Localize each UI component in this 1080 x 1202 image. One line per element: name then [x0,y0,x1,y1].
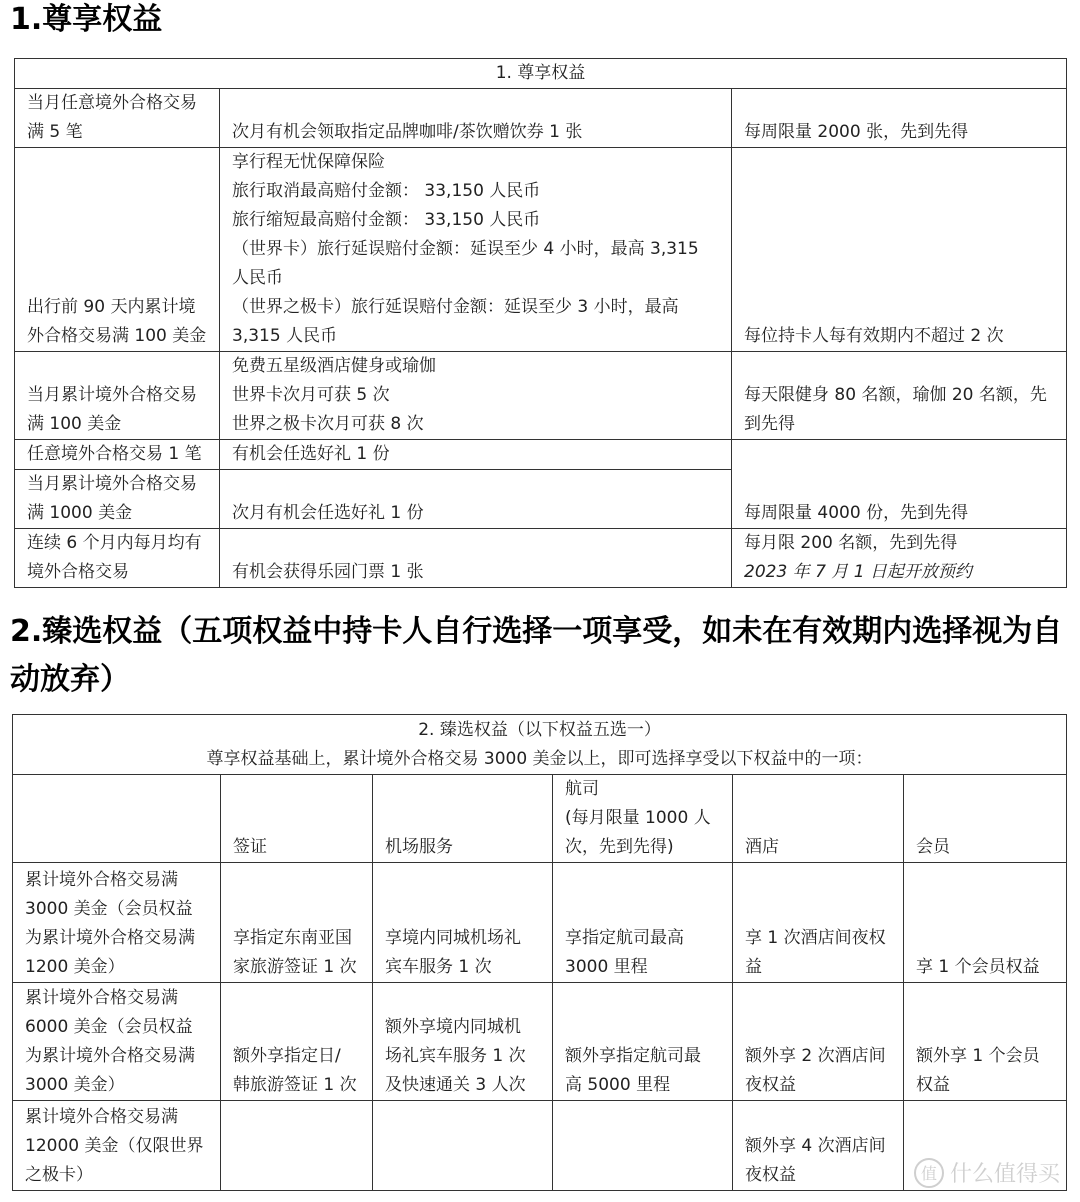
r2-condition: 出行前 90 天内累计境 外合格交易满 100 美金 [15,148,220,352]
watermark-text: 什么值得买 [949,1162,1060,1187]
tier1-hotel: 享 1 次酒店间夜权 益 [733,863,904,983]
r6-limit: 每月限 200 名额，先到先得 2023 年 7 月 1 日起开放预约 [732,529,1067,588]
table2-caption: 2. 臻选权益（以下权益五选一） 尊享权益基础上，累计境外合格交易 3000 美金以上，即可选择享受以下权益中的一项： [13,715,1067,775]
col-visa: 签证 [221,775,373,863]
header-empty [13,775,221,863]
col-airline: 航司 (每月限量 1000 人次，先到先得) [553,775,733,863]
tier2-condition: 累计境外合格交易满 6000 美金（会员权益 为累计境外合格交易满 3000 美金） [13,983,221,1101]
r4-r5-limit: 每周限量 4000 份，先到先得 [732,440,1067,529]
tier1-airport: 享境内同城机场礼 宾车服务 1 次 [373,863,553,983]
r3-limit: 每天限健身 80 名额，瑜伽 20 名额，先 到先得 [732,352,1067,440]
r1-limit: 每周限量 2000 张，先到先得 [732,89,1067,148]
r5-condition: 当月累计境外合格交易 满 1000 美金 [15,470,220,529]
tier3-condition: 累计境外合格交易满 12000 美金（仅限世界 之极卡） [13,1101,221,1191]
r2-benefit: 享行程无忧保障保险 旅行取消最高赔付金额： 33,150 人民币 旅行缩短最高赔付金额： 33,150 人民币 （世界卡）旅行延误赔付金额：延误至少 4 小时，最高 3,315 人民币 （世界之极卡）旅行延误赔付金额：延误至少 3 小时，最高 3,315 人民币 [220,148,732,352]
section1-heading: 1.尊享权益 [10,2,163,37]
tier2-visa: 额外享指定日/ 韩旅游签证 1 次 [221,983,373,1101]
tier2-airport: 额外享境内同城机 场礼宾车服务 1 次 及快速通关 3 人次 [373,983,553,1101]
open-date-note: 2023 年 7 月 1 日起开放预约 [744,562,972,582]
col-membership: 会员 [904,775,1067,863]
r6-condition: 连续 6 个月内每月均有 境外合格交易 [15,529,220,588]
r3-benefit: 免费五星级酒店健身或瑜伽 世界卡次月可获 5 次 世界之极卡次月可获 8 次 [220,352,732,440]
tier3-airport [373,1101,553,1191]
r6-benefit: 有机会获得乐园门票 1 张 [220,529,732,588]
tier1-visa: 享指定东南亚国 家旅游签证 1 次 [221,863,373,983]
r4-benefit: 有机会任选好礼 1 份 [220,440,732,470]
select-benefits-table [12,714,1067,1191]
r2-limit: 每位持卡人每有效期内不超过 2 次 [732,148,1067,352]
watermark-logo-icon: 值 [914,1158,944,1188]
tier3-airline [553,1101,733,1191]
tier1-membership: 享 1 个会员权益 [904,863,1067,983]
exclusive-benefits-table [14,58,1067,588]
r1-benefit: 次月有机会领取指定品牌咖啡/茶饮赠饮券 1 张 [220,89,732,148]
r4-condition: 任意境外合格交易 1 笔 [15,440,220,470]
tier1-airline: 享指定航司最高 3000 里程 [553,863,733,983]
tier1-condition: 累计境外合格交易满 3000 美金（会员权益 为累计境外合格交易满 1200 美金） [13,863,221,983]
tier2-airline: 额外享指定航司最 高 5000 里程 [553,983,733,1101]
tier2-membership: 额外享 1 个会员 权益 [904,983,1067,1101]
tier3-hotel: 额外享 4 次酒店间 夜权益 [733,1101,904,1191]
tier3-visa [221,1101,373,1191]
watermark [914,1157,1060,1188]
table1-caption: 1. 尊享权益 [15,59,1067,89]
col-airport-service: 机场服务 [373,775,553,863]
col-hotel: 酒店 [733,775,904,863]
r1-condition: 当月任意境外合格交易 满 5 笔 [15,89,220,148]
r3-condition: 当月累计境外合格交易 满 100 美金 [15,352,220,440]
tier2-hotel: 额外享 2 次酒店间 夜权益 [733,983,904,1101]
r5-benefit: 次月有机会任选好礼 1 份 [220,470,732,529]
section2-heading: 2.臻选权益（五项权益中持卡人自行选择一项享受，如未在有效期内选择视为自动放弃） [10,614,1063,697]
